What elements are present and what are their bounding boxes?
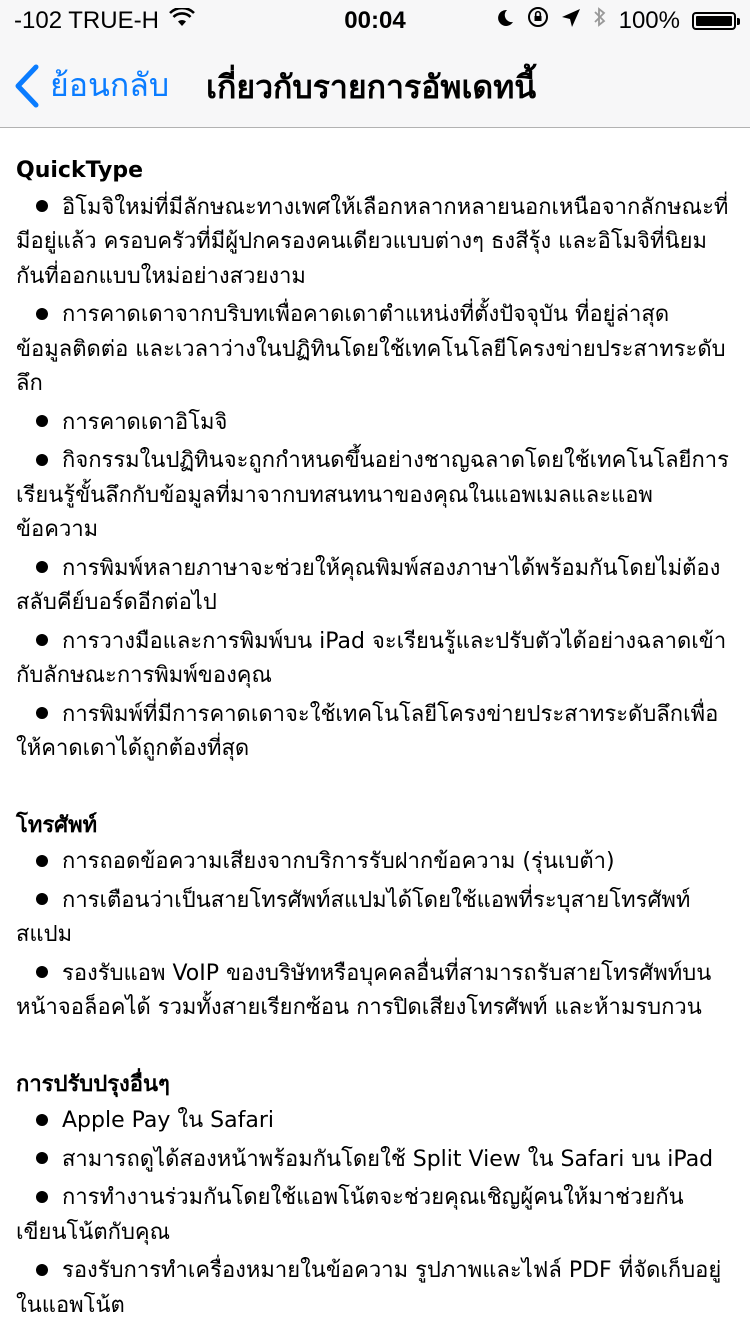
- battery-percent: 100%: [618, 6, 680, 34]
- back-button[interactable]: [14, 60, 169, 111]
- feature-list: [16, 1104, 730, 1323]
- rotation-lock-icon: [527, 6, 549, 35]
- bullet-icon: [36, 200, 48, 212]
- feature-list: [16, 191, 730, 767]
- list-item: Apple Pay ใน Safari: [16, 1104, 730, 1139]
- status-right: [495, 6, 736, 35]
- bullet-icon: [36, 1152, 48, 1164]
- list-item: การเตือนว่าเป็นสายโทรศัพท์สแปมได้โดยใช้แอพที่ระบุสายโทรศัพท์สแปม: [16, 887, 691, 947]
- bullet-icon: [36, 634, 48, 646]
- page-title: เกี่ยวกับรายการอัพเดทนี้: [206, 68, 537, 106]
- bullet-icon: [36, 1264, 48, 1276]
- list-item: การคาดเดาอิโมจิ: [16, 406, 730, 441]
- bullet-icon: [36, 707, 48, 719]
- bullet-icon: [36, 893, 48, 905]
- bullet-icon: [36, 561, 48, 573]
- bullet-icon: [36, 1114, 48, 1126]
- list-item: กิจกรรมในปฏิทินจะถูกกำหนดขึ้นอย่างชาญฉลาดโดยใช้เทคโนโลยีการเรียนรู้ขั้นลึกกับข้อมูลที่มาจากบทสนทนาของคุณในแอพเมลและแอพข้อความ: [16, 448, 729, 542]
- bullet-icon: [36, 855, 48, 867]
- section-title: โทรศัพท์: [16, 812, 98, 838]
- section-title: QuickType: [16, 158, 143, 183]
- status-bar: [0, 0, 750, 40]
- navigation-bar: [0, 40, 750, 128]
- list-item: อิโมจิใหม่ที่มีลักษณะทางเพศให้เลือกหลากหลายนอกเหนือจากลักษณะที่มีอยู่แล้ว ครอบครัวที่มีผู้ปกครองคนเดียวแบบต่างๆ ธงสีรุ้ง และอิโมจิที่นิยมกันที่ออกแบบใหม่อย่างสวยงาม: [16, 194, 729, 289]
- bullet-icon: [36, 415, 48, 427]
- section-quicktype: [16, 154, 730, 767]
- list-item: รองรับการทำเครื่องหมายในข้อความ รูปภาพและไฟล์ PDF ที่จัดเก็บอยู่ในแอพโน้ต: [16, 1258, 722, 1318]
- section-phone: [16, 809, 730, 1026]
- bluetooth-icon: [593, 6, 607, 35]
- list-item: การถอดข้อความเสียงจากบริการรับฝากข้อความ (รุ่นเบต้า): [16, 845, 730, 880]
- list-item: รองรับแอพ VoIP ของบริษัทหรือบุคคลอื่นที่สามารถรับสายโทรศัพท์บนหน้าจอล็อคได้ รวมทั้งสายเรียกซ้อน การปิดเสียงโทรศัพท์ และห้ามรบกวน: [16, 960, 712, 1020]
- bullet-icon: [36, 308, 48, 320]
- back-button-label: ย้อนกลับ: [50, 66, 170, 104]
- carrier-label: -102 TRUE-H: [14, 7, 159, 34]
- location-arrow-icon: [561, 7, 581, 35]
- list-item: การทำงานร่วมกันโดยใช้แอพโน้ตจะช่วยคุณเชิญผู้คนให้มาช่วยกันเขียนโน้ตกับคุณ: [16, 1185, 684, 1245]
- bullet-icon: [36, 966, 48, 978]
- status-time: 00:04: [344, 7, 406, 34]
- list-item: การวางมือและการพิมพ์บน iPad จะเรียนรู้และปรับตัวได้อย่างฉลาดเข้ากับลักษณะการพิมพ์ของคุณ: [16, 628, 727, 688]
- bullet-icon: [36, 1191, 48, 1203]
- list-item: การพิมพ์ที่มีการคาดเดาจะใช้เทคโนโลยีโครงข่ายประสาทระดับลึกเพื่อให้คาดเดาได้ถูกต้องที่สุด: [16, 701, 719, 761]
- chevron-left-icon: [14, 64, 40, 108]
- bullet-icon: [36, 454, 48, 466]
- battery-icon: [692, 12, 736, 30]
- feature-list: [16, 845, 730, 1026]
- list-item: การพิมพ์หลายภาษาจะช่วยให้คุณพิมพ์สองภาษาได้พร้อมกันโดยไม่ต้องสลับคีย์บอร์ดอีกต่อไป: [16, 555, 721, 615]
- moon-icon: [495, 7, 515, 35]
- section-title: การปรับปรุงอื่นๆ: [16, 1071, 170, 1097]
- list-item: การคาดเดาจากบริบทเพื่อคาดเดาตำแหน่งที่ตั้งปัจจุบัน ที่อยู่ล่าสุด ข้อมูลติดต่อ และเวลาว่างในปฏิทินโดยใช้เทคโนโลยีโครงข่ายประสาทระดับลึก: [16, 302, 726, 396]
- section-other-improvements: [16, 1068, 730, 1324]
- release-notes[interactable]: [0, 128, 750, 1334]
- list-item: สามารถดูได้สองหน้าพร้อมกันโดยใช้ Split View ใน Safari บน iPad: [16, 1143, 730, 1178]
